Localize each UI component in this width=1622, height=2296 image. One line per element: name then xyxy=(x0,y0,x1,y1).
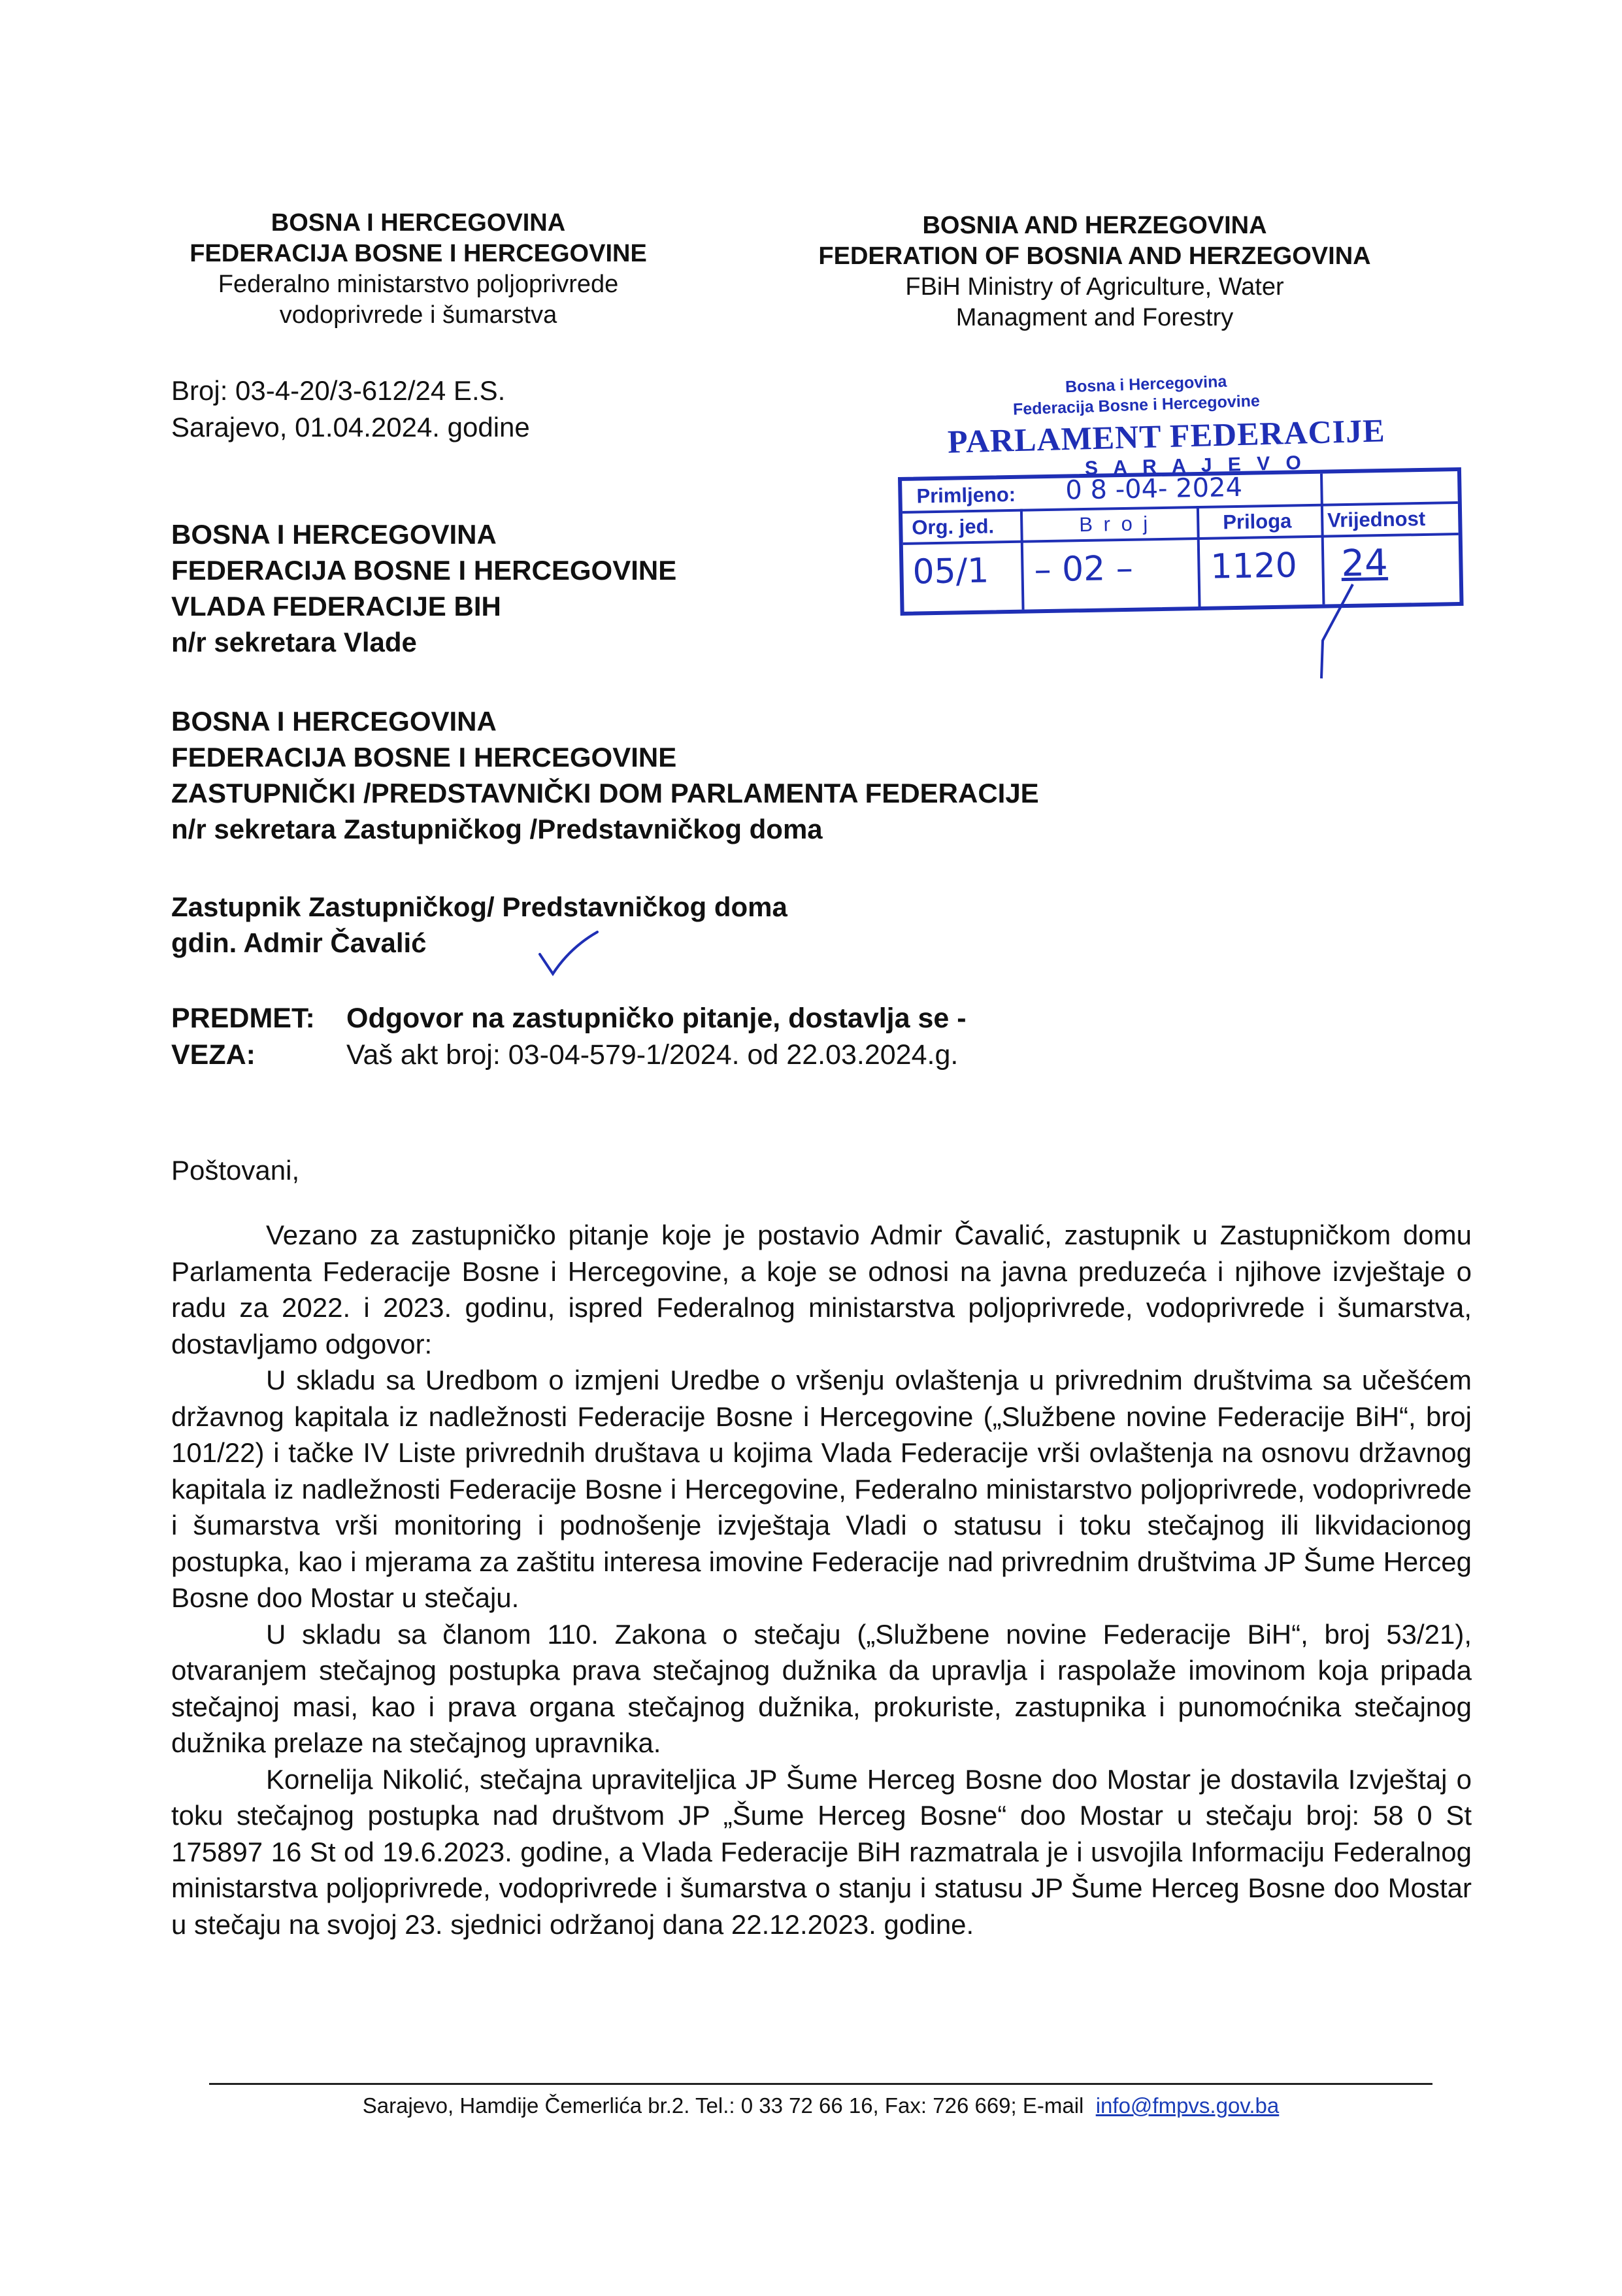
reference-block xyxy=(171,373,759,446)
letterhead-right-line2: FEDERATION OF BOSNIA AND HERZEGOVINA xyxy=(818,242,1371,270)
subject-veza-row xyxy=(171,1037,1413,1073)
letterhead-left-line2: FEDERACIJA BOSNE I HERCEGOVINE xyxy=(190,240,647,267)
letterhead-left-line1: BOSNA I HERCEGOVINA xyxy=(271,209,566,237)
recipient2-line4: n/r sekretara Zastupničkog /Predstavničkog doma xyxy=(171,814,823,844)
recipient-government xyxy=(171,516,1086,660)
body-paragraph-4: Kornelija Nikolić, stečajna upraviteljica JP Šume Herceg Bosne doo Mostar je dostavila Izvještaj o toku stečajnog postupka nad društvom JP „Šume Herceg Bosne“ doo Mostar u stečaju broj: 58 0 St 175897 16 St od 19.6.2023. godine, a Vlada Federacije BiH razmatrala je i usvojila Informaciju Federalnog ministarstva poljoprivrede, vodoprivrede i šumarstva o stanju i statusu JP Šume Herceg Bosne doo Mostar u stečaju na svojoj 23. sjednici održanoj dana 22.12.2023. godine. xyxy=(171,1763,1472,1940)
recipient2-line2: FEDERACIJA BOSNE I HERCEGOVINE xyxy=(171,742,677,773)
footer-email-link[interactable]: info@fmpvs.gov.ba xyxy=(1095,2093,1280,2118)
stamp-line2: Federacija Bosne i Hercegovine xyxy=(1012,391,1261,419)
recipient1-line4: n/r sekretara Vlade xyxy=(171,627,417,657)
reference-place-date: Sarajevo, 01.04.2024. godine xyxy=(171,412,530,442)
salutation: Poštovani, xyxy=(171,1155,300,1186)
handwritten-stroke-icon xyxy=(1307,582,1359,680)
subject-veza-text: Vaš akt broj: 03-04-579-1/2024. od 22.03.2024.g. xyxy=(346,1039,959,1071)
recipient3-line1: Zastupnik Zastupničkog/ Predstavničkog doma xyxy=(171,891,787,922)
stamp-val-priloga: 1120 xyxy=(1210,546,1298,587)
checkmark-icon xyxy=(536,928,601,980)
subject-predmet-row xyxy=(171,1000,1413,1037)
recipient-representative xyxy=(171,889,1086,961)
footer xyxy=(209,2093,1432,2118)
letterhead-right xyxy=(752,210,1438,333)
stamp-col-vrijednost: Vrijednost xyxy=(1327,507,1426,532)
recipient1-line3: VLADA FEDERACIJE BIH xyxy=(171,591,501,622)
letterhead-right-line3: FBiH Ministry of Agriculture, Water xyxy=(905,273,1284,301)
stamp-val-vrijednost: 24 xyxy=(1340,541,1389,586)
subject-veza-label: VEZA: xyxy=(171,1039,256,1071)
stamp-line3: PARLAMENT FEDERACIJE xyxy=(947,412,1386,460)
recipient1-line2: FEDERACIJA BOSNE I HERCEGOVINE xyxy=(171,555,677,586)
letterhead-right-line1: BOSNIA AND HERZEGOVINA xyxy=(922,212,1267,239)
letter-body xyxy=(171,1217,1472,1942)
letterhead-right-line4: Managment and Forestry xyxy=(955,304,1234,331)
stamp-received-date: 0 8 -04- 2024 xyxy=(1065,472,1243,506)
letterhead-left xyxy=(131,208,706,331)
recipient2-line3: ZASTUPNIČKI /PREDSTAVNIČKI DOM PARLAMENTA FEDERACIJE xyxy=(171,778,1039,808)
stamp-rule xyxy=(1197,506,1201,607)
body-paragraph-2: U skladu sa Uredbom o izmjeni Uredbe o vršenju ovlaštenja u privrednim društvima sa učešćem državnog kapitala iz nadležnosti Federacije Bosne i Hercegovine („Službene novine Federacije BiH“, broj 101/22) i tačke IV Liste privrednih društava u kojima Vlada Federacije vrši ovlaštenja na osnovu državnog kapitala iz nadležnosti Federacije Bosne i Hercegovine, Federalno ministarstvo poljoprivrede, vodoprivrede i šumarstva vrši monitoring i podnošenje izvještaja Vladi o statusu i toku stečajnog ili likvidacionog postupka, kao i mjerama za zaštitu interesa imovine Federacije nad privrednim društvima JP Šume Herceg Bosne doo Mostar u stečaju. xyxy=(171,1365,1472,1613)
stamp-col-org: Org. jed. xyxy=(912,514,995,539)
subject-predmet-text: Odgovor na zastupničko pitanje, dostavlja se - xyxy=(346,1003,967,1034)
subject-block xyxy=(171,1000,1413,1073)
subject-predmet-label: PREDMET: xyxy=(171,1003,315,1034)
reference-number: Broj: 03-4-20/3-612/24 E.S. xyxy=(171,375,506,406)
stamp-val-broj: – 02 – xyxy=(1033,548,1134,590)
stamp-col-broj: B r o j xyxy=(1079,512,1151,537)
stamp-col-priloga: Priloga xyxy=(1222,509,1292,534)
stamp-line4: S A R A J E V O xyxy=(1084,452,1307,480)
footer-divider xyxy=(209,2083,1432,2085)
recipient2-line1: BOSNA I HERCEGOVINA xyxy=(171,706,497,737)
footer-address: Sarajevo, Hamdije Čemerlića br.2. Tel.: 0 33 72 66 16, Fax: 726 669; E-mail xyxy=(362,2093,1084,2118)
recipient-house xyxy=(171,703,1282,847)
recipient1-line1: BOSNA I HERCEGOVINA xyxy=(171,519,497,550)
stamp-line1: Bosna i Hercegovina xyxy=(1065,372,1227,397)
body-paragraph-3: U skladu sa članom 110. Zakona o stečaju („Službene novine Federacije BiH“, broj 53/21), otvaranjem stečajnog postupka prava stečajnog dužnika da upravlja i raspolaže imovinom koja pripada stečajnoj masi, kao i prava organa stečajnog dužnika, prokuriste, zastupnika i punomoćnika stečajnog dužnika prelaze na stečajnog upravnika. xyxy=(171,1618,1472,1758)
stamp-received-label: Primljeno: xyxy=(916,482,1016,508)
letterhead-left-line3: Federalno ministarstvo poljoprivrede xyxy=(218,271,619,298)
stamp-val-org: 05/1 xyxy=(912,551,989,592)
body-paragraph-1: Vezano za zastupničko pitanje koje je postavio Admir Čavalić, zastupnik u Zastupničkom domu Parlamenta Federacije Bosne i Hercegovine, a koje se odnosi na javna preduzeća i njihove izvještaje o radu za 2022. i 2023. godinu, ispred Federalnog ministarstva poljoprivrede, vodoprivrede i šumarstva, dostavljamo odgovor: xyxy=(171,1220,1472,1359)
recipient3-line2: gdin. Admir Čavalić xyxy=(171,927,427,958)
letterhead-left-line4: vodoprivrede i šumarstva xyxy=(279,301,557,329)
